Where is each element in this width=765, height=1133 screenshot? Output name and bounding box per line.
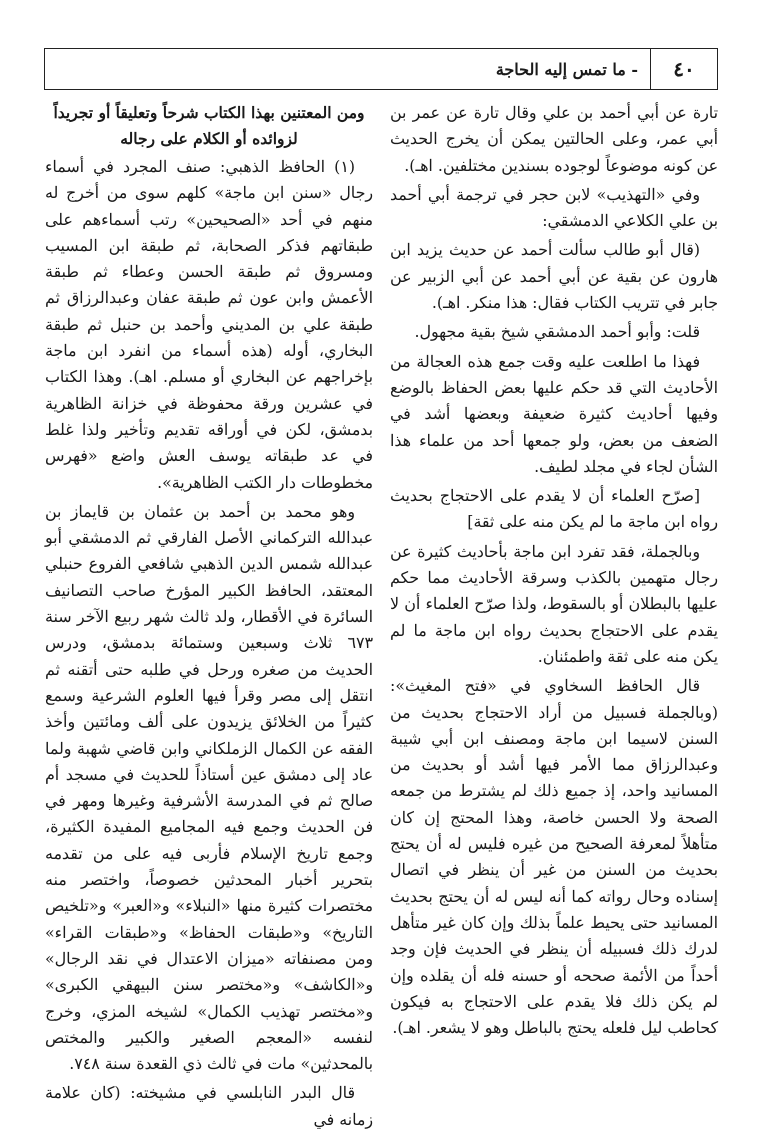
paragraph: قلت: وأبو أحمد الدمشقي شيخ بقية مجهول. (414, 322, 700, 342)
paragraph: قال الحافظ السخاوي في «فتح المغيث»: (وبالجملة فسبيل من أراد الاحتجاج بحديث من السنن لاسيما ابن ماجة ومصنف ابن أبي شيبة وعبدالرزاق مما الأمر فيها أشد أو بحديث من المسانيد واحد، إذ جميع ذلك لم يشترط من جمعه الصحة ولا الحسن خاصة، وهذا المحتج إن كان متأهلاً لمعرفة الصحيح من غيره فليس له أن يحتج بحديث من السنن من غير أن ينظر في اتصال إسناده وحال رواته كما أنه ليس له أن يحتج بحديث المسانيد حتى يحيط علماً بذلك وإن كان غير متأهل لدرك ذلك فسبيله أن ينظر في الحديث فإن وجد أحداً من الأئمة صححه أو حسنه فله أن يقلده وإن لم يكن ذلك فلا يقدم على الاحتجاج به فيكون كحاطب ليل فلعله يحتج بالباطل وهو لا يشعر. اهـ). (390, 676, 718, 1038)
page-number: ٤٠ (650, 49, 717, 89)
paragraph: وفي «التهذيب» لابن حجر في ترجمة أبي أحمد بن علي الكلاعي الدمشقي: (390, 184, 718, 231)
right-column (390, 100, 718, 1075)
running-title: - ما تمس إليه الحاجة (495, 59, 638, 79)
quote-paragraph: (قال أبو طالب سألت أحمد عن حديث يزيد ابن هارون عن بقية عن أبي أحمد عن أبي الزبير عن جابر في تتريب الكتاب فقال: هذا منكر. اهـ). (390, 240, 718, 313)
paragraph: قال البدر النابلسي في مشيخته: (كان علامة زمانه في (45, 1083, 373, 1129)
paragraph: (١) الحافظ الذهبي: صنف المجرد في أسماء رجال «سنن ابن ماجة» كلهم سوى من أخرج له منهم في أحد «الصحيحين» رتب أسماءهم على طبقاتهم فذكر الصحابة، ثم طبقة ابن المسيب ومسروق ثم طبقة الحسن وعطاء ثم طبقة الأعمش وابن عون ثم طبقة عفان وعبدالرزاق ثم طبقة علي بن المديني وأحمد بن حنبل ثم طبقة البخاري، أوله (هذه أسماء من انفرد ابن ماجة بإخراجهم عن البخاري أو مسلم. اهـ). وهذا الكتاب في عشرين ورقة محفوظة في خزانة الظاهرية بدمشق، لكن في أوراقه تقديم وتأخير ولذا غلط في عد طبقاته يوسف العش واضع «فهرس مخطوطات دار الكتب الظاهرية». (45, 157, 373, 492)
paragraph: وبالجملة، فقد تفرد ابن ماجة بأحاديث كثيرة عن رجال متهمين بالكذب وسرقة الأحاديث مما حكم عليها بالبطلان أو بالسقوط، ولذا صرّح العلماء أن لا يقدم على الاحتجاج بحديث رواه ابن ماجة ما لم يكن منه على ثقة واطمئنان. (390, 541, 718, 666)
section-heading: ومن المعتنين بهذا الكتاب شرحاً وتعليقاً أو تجريداً لزوائده أو الكلام على رجاله (53, 103, 365, 148)
left-column (45, 100, 373, 1129)
bracket-heading: [صرّح العلماء أن لا يقدم على الاحتجاج بحديث رواه ابن ماجة ما لم يكن منه على ثقة] (390, 486, 718, 532)
paragraph: تارة عن أبي أحمد بن علي وقال تارة عن عمر بن أبي عمر، وعلى الحالتين يمكن أن يخرج الحديث عن كونه موضوعاً لوجوده بسندين مختلفين. اهـ). (390, 103, 718, 175)
paragraph: وهو محمد بن أحمد بن عثمان بن قايماز بن عبدالله التركماني الأصل الفارقي ثم الدمشقي أبو عبدالله شمس الدين الذهبي شافعي الفروع حنبلي المعتقد، الحافظ الكبير المؤرخ صاحب التصانيف السائرة في الأقطار، ولد ثالث شهر ربيع الآخر سنة ٦٧٣ ثلاث وسبعين وستمائة بدمشق، ودرس الحديث من صغره ورحل في طلبه حتى أتقنه ثم انتقل إلى مصر وقرأ فيها العلوم الشرعية وسمع كثيراً من الخلائق يزيدون على ألف ومائتين وأخذ الفقه عن الكمال الزملكاني وابن قاضي شهبة ولما عاد إلى دمشق عين أستاذاً للحديث في مسجد أم صالح ثم في المدرسة الأشرفية وغيرها ومهر في فن الحديث وجمع فيه المجاميع المفيدة الكثيرة، وجمع تاريخ الإسلام فأربى فيه على من تقدمه بتحرير أخبار المحدثين خصوصاً، واختصر منه مختصرات كثيرة منها «النبلاء» و«العبر» و«تلخيص التاريخ» و«طبقات الحفاظ» و«طبقات القراء» ومن مصنفاته «ميزان الاعتدال في نقد الرجال» و«الكاشف» و«مختصر سنن البيهقي الكبرى» و«مختصر تهذيب الكمال» لشيخه المزي، وخرج لنفسه «المعجم الصغير والكبير والمختص بالمحدثين» مات في ثالث ذي القعدة سنة ٧٤٨. (45, 501, 373, 1074)
page-header (44, 48, 718, 90)
paragraph: فهذا ما اطلعت عليه وقت جمع هذه العجالة من الأحاديث التي قد حكم عليها بعض الحفاظ بالوضع وفيها أحاديث كثيرة ضعيفة وبعضها أشد في الضعف من بعض، ولو جمعها أحد من علماء هذا الشأن لجاء في مجلد لطيف. (390, 351, 718, 476)
